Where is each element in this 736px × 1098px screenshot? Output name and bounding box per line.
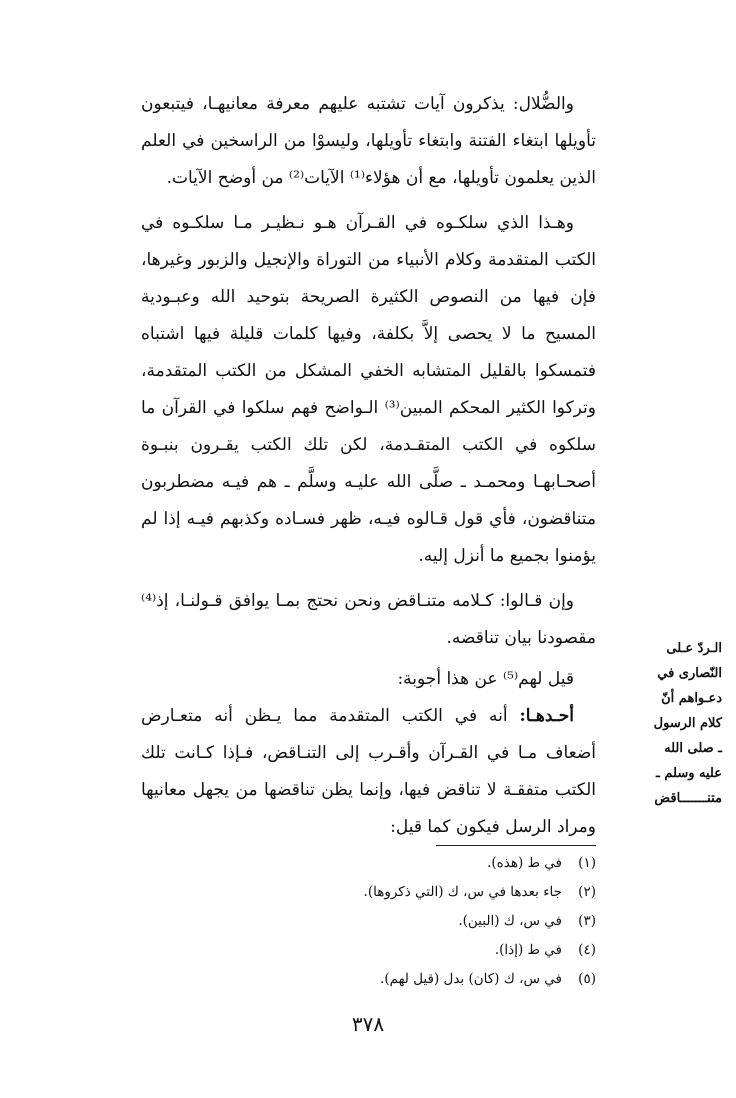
footnote-2	[141, 878, 596, 907]
margin-line: النّصارى في	[657, 666, 722, 681]
footnote-number: (٥)	[578, 971, 596, 987]
paragraph-previous-books: وهـذا الذي سلكـوه في القـرآن هـو نـظيـر مـا سلكـوه في الكتب المتقدمة وكلام الأنبياء من التوراة والإنجيل والزبور وغيرها، فإن فيها من النصوص الكثيرة الصريحة بتوحيد الله وعبـودية المسيح ما لا يحصى إلاَّ بكلفة، وفيها كلمات قليلة فيها اشتباه فتمسكوا بالقليل المتشابه الخفي المشكل من الكتب المتقدمة، وتركوا الكثير المحكم المبين⁽³⁾ الـواضح فهم سلكوا في القرآن ما سلكوه في الكتب المتقـدمة، لكن تلك الكتب يقـرون بنبـوة أصحـابهـا ومحمـد ـ صلَّى الله عليـه وسلَّم ـ هم فيـه مضطربون متناقضون، فأي قول قـالوه فيـه، ظهر فسـاده وكذبهم فيـه إذا لم يؤمنوا بجميع ما أنزل إليه.	[141, 213, 596, 566]
footnote-3	[141, 907, 596, 936]
footnote-text: في ط (إذا).	[494, 942, 562, 958]
footnote-number: (١)	[578, 855, 596, 871]
footnotes	[141, 849, 596, 994]
footnote-text: في س، ك (البين).	[458, 913, 562, 929]
margin-line: عليه وسلم ـ	[656, 766, 722, 781]
page-number: ٣٧٨	[351, 1012, 385, 1036]
margin-heading	[610, 636, 722, 811]
paragraph-answers-intro: قيل لهم⁽⁵⁾ عن هذا أجوبة:	[397, 669, 574, 689]
footnote-5	[141, 965, 596, 994]
paragraph-contradiction-claim: وإن قـالوا: كـلامه متنـاقض ونحن نحتج بمـا يوافق قـولنـا، إذ⁽⁴⁾ مقصودنا بيان تناقضه.	[141, 591, 596, 648]
footnote-number: (٤)	[578, 942, 596, 958]
first-answer-text: أنه في الكتب المتقدمة مما يـظن أنه متعـارض أضعاف مـا في القـرآن وأقـرب إلى التنـاقض، فـإذا كـانت تلك الكتب متفقـة لا تناقض فيها، وإنما يظن تناقضها من يجهل معانيها ومراد الرسل فيكون كما قيل:	[141, 706, 596, 837]
footnote-number: (٣)	[578, 913, 596, 929]
margin-line: كلام الرسول	[653, 716, 722, 731]
footnote-text: في س، ك (كان) بدل (قيل لهم).	[380, 971, 562, 987]
footnote-1	[141, 849, 596, 878]
margin-line: دعـواهم أنّ	[661, 691, 722, 706]
margin-line: متنـــــــاقض	[654, 791, 722, 806]
footnote-divider	[436, 845, 596, 846]
first-answer-heading: أحـدهـا:	[519, 706, 574, 726]
footnote-text: جاء بعدها في س، ك (التي ذكروها).	[363, 884, 562, 900]
margin-line: ـ صلى الله	[664, 741, 722, 756]
paragraph-misguided: والضُّلال: يذكرون آيات تشتبه عليهم معرفة معانيهـا، فيتبعون تأويلها ابتغاء الفتنة وابتغاء تأويلها، وليسوْا من الراسخين في العلم الذين يعلمون تأويلها، مع أن هؤلاء⁽¹⁾ الآيات⁽²⁾ من أوضح الآيات.	[141, 94, 596, 188]
footnote-4	[141, 936, 596, 965]
margin-line: الـردّ عـلى	[666, 641, 722, 656]
footnote-text: في ط (هذه).	[487, 855, 562, 871]
paragraph-first-answer	[141, 698, 596, 846]
main-text-block	[141, 86, 596, 846]
footnote-number: (٢)	[578, 884, 596, 900]
